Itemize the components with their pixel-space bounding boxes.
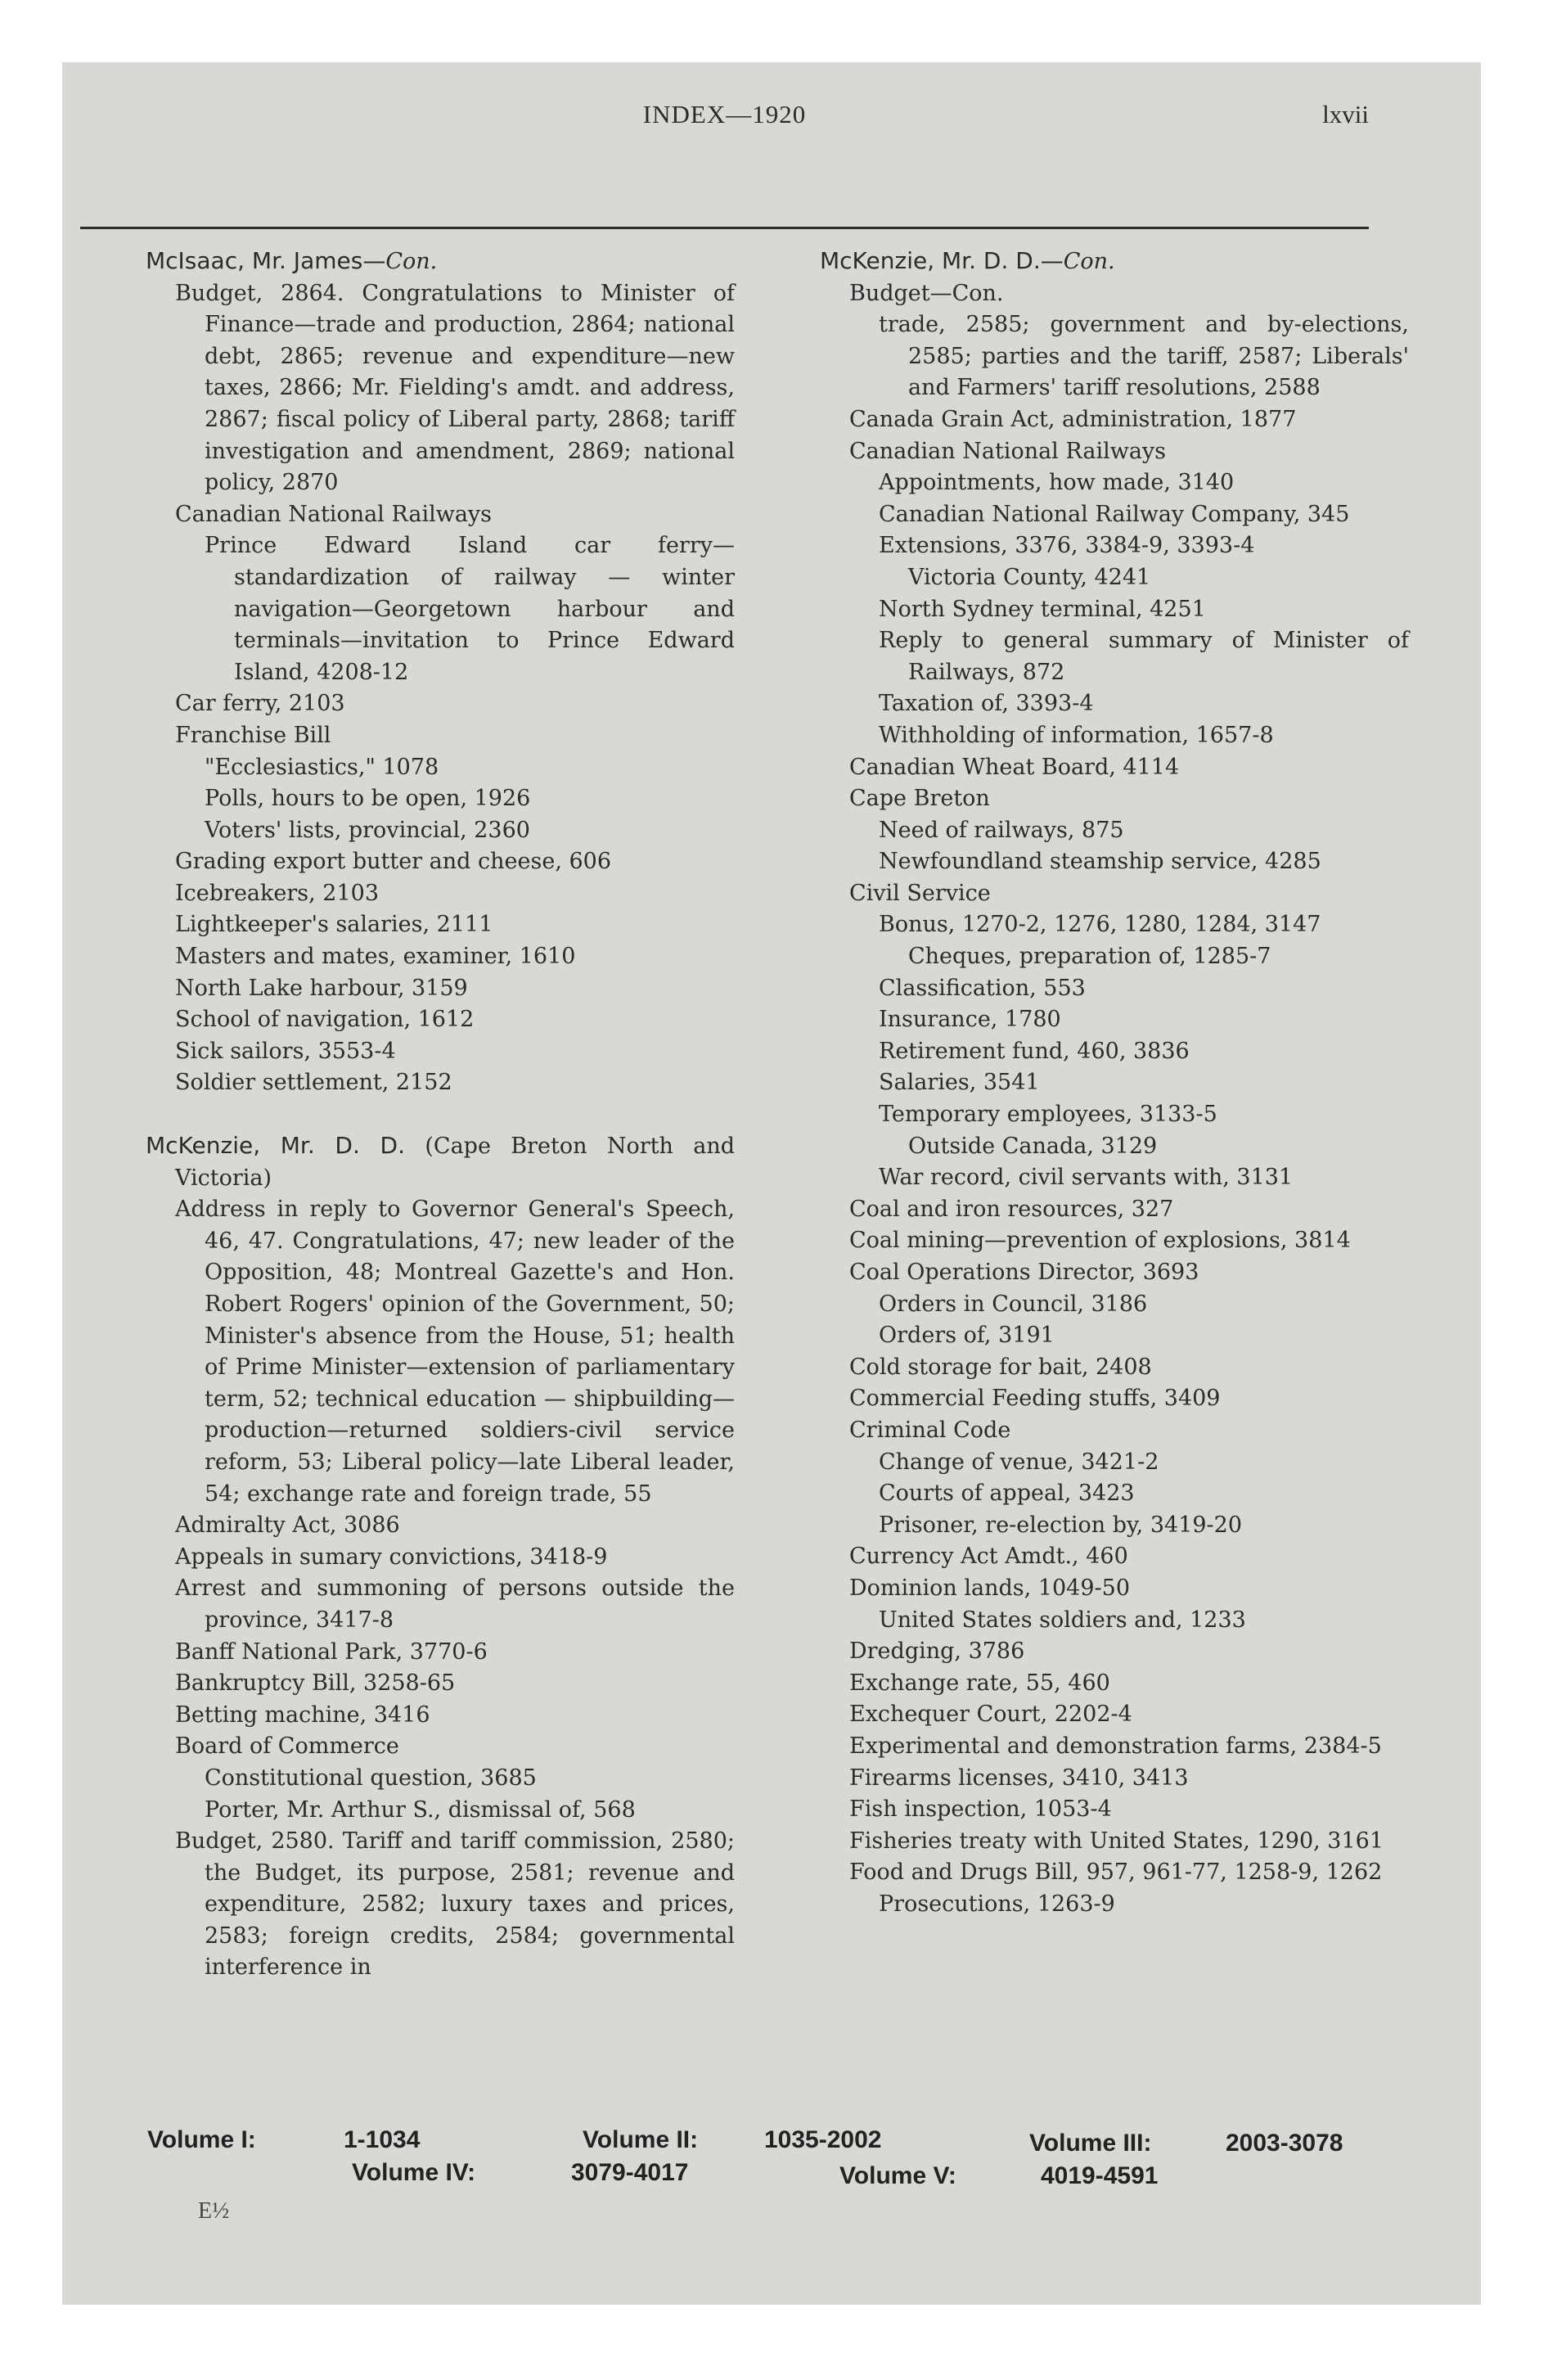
index-entry: Budget—Con. — [849, 280, 1004, 306]
index-entry: North Lake harbour, 3159 — [175, 975, 468, 1001]
member-name: McKenzie, Mr. D. D.— — [820, 247, 1064, 274]
index-entry: Retirement fund, 460, 3836 — [879, 1038, 1190, 1064]
index-entry: Prisoner, re-election by, 3419-20 — [879, 1512, 1243, 1538]
index-entry: Betting machine, 3416 — [175, 1702, 430, 1728]
index-entry: Canada Grain Act, administration, 1877 — [849, 406, 1297, 432]
index-entry: Newfoundland steamship service, 4285 — [879, 849, 1321, 875]
index-entry: Insurance, 1780 — [879, 1007, 1061, 1033]
index-entry: Icebreakers, 2103 — [175, 880, 380, 906]
index-entry: United States soldiers and, 1233 — [879, 1607, 1246, 1633]
index-entry: Cold storage for bait, 2408 — [849, 1354, 1152, 1380]
party-affiliation: Con. — [1063, 249, 1115, 274]
index-entry: Voters' lists, provincial, 2360 — [205, 817, 530, 843]
index-entry: Exchequer Court, 2202-4 — [849, 1702, 1132, 1728]
index-entry: Orders in Council, 3186 — [879, 1291, 1148, 1317]
index-entry: Commercial Feeding stuffs, 3409 — [849, 1386, 1221, 1412]
index-entry: Fish inspection, 1053-4 — [849, 1796, 1112, 1823]
index-entry: Coal Operations Director, 3693 — [849, 1260, 1199, 1285]
volume-3-range: 2003-3078 — [1226, 2130, 1343, 2157]
index-entry: "Ecclesiastics," 1078 — [205, 754, 439, 780]
index-entry: Sick sailors, 3553-4 — [175, 1038, 396, 1064]
index-entry: Grading export butter and cheese, 606 — [175, 849, 612, 875]
index-entry: Cape Breton — [849, 786, 990, 812]
index-entry: Taxation of, 3393-4 — [879, 691, 1094, 717]
entry-gap — [146, 1099, 735, 1130]
index-entry: Prosecutions, 1263-9 — [879, 1891, 1115, 1917]
index-column-left — [146, 246, 735, 1984]
index-entry: Withholding of information, 1657-8 — [879, 722, 1274, 748]
index-entry: Canadian National Railway Company, 345 — [879, 501, 1350, 527]
member-name: McKenzie, Mr. D. D. — [146, 1132, 406, 1160]
volume-1-label: Volume I: — [147, 2126, 256, 2153]
volume-2-range: 1035-2002 — [764, 2126, 882, 2153]
index-entry: Banff National Park, 3770-6 — [175, 1639, 488, 1665]
index-entry: Experimental and demonstration farms, 2384-5 — [849, 1733, 1382, 1759]
index-entry: Franchise Bill — [175, 722, 331, 748]
index-entry: Car ferry, 2103 — [175, 691, 345, 717]
index-entry: Salaries, 3541 — [879, 1070, 1040, 1096]
signature-mark: E½ — [198, 2198, 230, 2224]
index-entry: Classification, 553 — [879, 975, 1086, 1001]
volume-4-label: Volume IV: — [352, 2159, 476, 2186]
volume-4-range: 3079-4017 — [571, 2159, 689, 2186]
index-entry: Currency Act Amdt., 460 — [849, 1544, 1128, 1570]
index-entry: Bankruptcy Bill, 3258-65 — [175, 1670, 456, 1697]
volume-2-label: Volume II: — [583, 2126, 699, 2153]
index-entry: Admiralty Act, 3086 — [175, 1512, 400, 1539]
index-entry: North Sydney terminal, 4251 — [879, 596, 1206, 622]
index-entry: Budget, 2580. Tariff and tariff commission, 2580; the Budget, its purpose, 2581; revenue and expenditure, 2582; luxury taxes and prices, 2583; foreign credits, 2584; governmental interference in — [175, 1828, 735, 1981]
index-entry: Coal and iron resources, 327 — [849, 1196, 1174, 1222]
index-entry: Outside Canada, 3129 — [908, 1133, 1158, 1159]
index-entry: Budget, 2864. Congratulations to Minister of Finance—trade and production, 2864; national debt, 2865; revenue and expenditure—new taxes, 2866; Mr. Fielding's amdt. and address, 2867; fiscal policy of Liberal party, 2868; tariff investigation and amendment, 2869; national policy, 2870 — [175, 280, 735, 496]
index-entry: Prince Edward Island car ferry—standardization of railway — winter navigation—Georgetown harbour and terminals—invitation to Prince Edward Island, 4208-12 — [205, 533, 735, 685]
index-entry: Courts of appeal, 3423 — [879, 1481, 1135, 1507]
volume-3-label: Volume III: — [1029, 2130, 1152, 2157]
index-entry: Canadian Wheat Board, 4114 — [849, 754, 1180, 780]
index-entry: Canadian National Railways — [849, 438, 1167, 464]
index-entry: Exchange rate, 55, 460 — [849, 1670, 1110, 1696]
index-entry: Temporary employees, 3133-5 — [879, 1102, 1217, 1128]
index-entry: Constitutional question, 3685 — [205, 1765, 537, 1791]
index-entry: Civil Service — [849, 880, 991, 906]
party-affiliation: Con. — [385, 249, 438, 274]
index-entry: Soldier settlement, 2152 — [175, 1070, 452, 1096]
index-entry: trade, 2585; government and by-elections, 2585; parties and the tariff, 2587; Liberals' and Farmers' tariff resolutions, 2588 — [879, 312, 1409, 401]
page-number: lxvii — [1322, 100, 1369, 128]
constituency: (Cape Breton North and Victoria) — [175, 1134, 736, 1191]
index-entry: Dredging, 3786 — [849, 1639, 1025, 1665]
index-heading — [146, 1130, 735, 1194]
index-entry: Cheques, preparation of, 1285-7 — [908, 944, 1271, 970]
volume-key — [147, 2126, 1375, 2216]
index-entry: Orders of, 3191 — [879, 1323, 1055, 1349]
index-entry: Victoria County, 4241 — [908, 564, 1151, 590]
index-entry: Dominion lands, 1049-50 — [849, 1575, 1131, 1601]
index-entry: Change of venue, 3421-2 — [879, 1449, 1159, 1475]
index-entry: Fisheries treaty with United States, 1290, 3161 — [849, 1828, 1384, 1854]
index-entry: Polls, hours to be open, 1926 — [205, 786, 531, 812]
member-name: McIsaac, Mr. James— — [146, 247, 386, 274]
index-entry: Criminal Code — [849, 1417, 1011, 1443]
index-entry: Coal mining—prevention of explosions, 3814 — [849, 1228, 1351, 1254]
index-entry: Board of Commerce — [175, 1733, 399, 1760]
index-entry: Need of railways, 875 — [879, 817, 1124, 843]
header-rule — [80, 227, 1369, 229]
volume-5-range: 4019-4591 — [1041, 2162, 1159, 2189]
index-entry: Porter, Mr. Arthur S., dismissal of, 568 — [205, 1796, 636, 1823]
index-heading — [820, 246, 1409, 278]
volume-1-range: 1-1034 — [344, 2126, 421, 2153]
index-entry: Appointments, how made, 3140 — [879, 470, 1235, 496]
index-heading — [146, 246, 735, 278]
volume-5-label: Volume V: — [839, 2162, 956, 2189]
index-entry: Address in reply to Governor General's Speech, 46, 47. Congratulations, 47; new leader of the Opposition, 48; Montreal Gazette's and Hon. Robert Rogers' opinion of the Government, 50; Minister's absence from the House, 51; health of Prime Minister—extension of parliamentary term, 52; technical education — shipbuilding—production—returned soldiers-civil service reform, 53; Liberal policy—late Liberal leader, 54; exchange rate and foreign trade, 55 — [175, 1197, 735, 1507]
index-entry: Reply to general summary of Minister of Railways, 872 — [879, 628, 1409, 685]
index-entry: Extensions, 3376, 3384-9, 3393-4 — [879, 533, 1255, 559]
page-title: INDEX—1920 — [642, 100, 807, 128]
index-entry: School of navigation, 1612 — [175, 1007, 475, 1033]
page-header — [80, 100, 1369, 141]
index-entry: Firearms licenses, 3410, 3413 — [849, 1765, 1189, 1791]
index-entry: Masters and mates, examiner, 1610 — [175, 944, 576, 970]
index-entry: Food and Drugs Bill, 957, 961-77, 1258-9, 1262 — [849, 1859, 1383, 1886]
index-entry: Canadian National Railways — [175, 501, 493, 527]
index-entry: Appeals in sumary convictions, 3418-9 — [175, 1544, 608, 1570]
index-entry: Lightkeeper's salaries, 2111 — [175, 912, 493, 938]
index-entry: Bonus, 1270-2, 1276, 1280, 1284, 3147 — [879, 912, 1321, 938]
index-column-right — [820, 246, 1409, 1920]
index-entry: Arrest and summoning of persons outside the province, 3417-8 — [175, 1575, 735, 1633]
index-entry: War record, civil servants with, 3131 — [879, 1165, 1294, 1191]
